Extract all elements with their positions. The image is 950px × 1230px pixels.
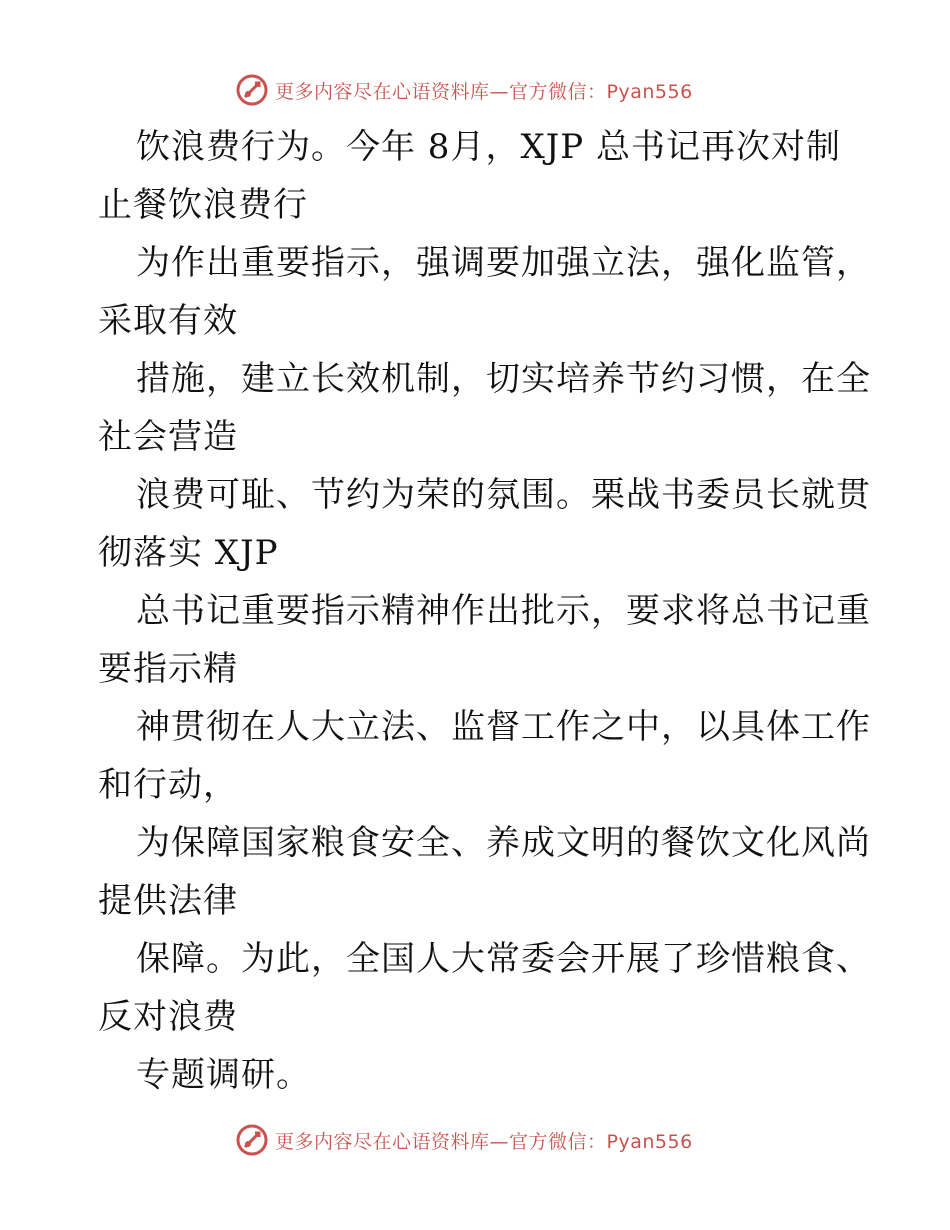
text-line: 专题调研。: [136, 1055, 311, 1095]
banner-text: [275, 77, 693, 104]
text-line: 止餐饮浪费行: [98, 185, 308, 225]
text-line: 措施，建立长效机制，切实培养节约习惯，在全: [136, 359, 871, 399]
header-banner: [235, 70, 693, 110]
text-line: 总书记重要指示精神作出批示，要求将总书记重: [136, 591, 871, 631]
text-line: 保障。为此，全国人大常委会开展了珍惜粮食、: [136, 939, 871, 979]
document-body: [98, 118, 871, 1104]
banner-slogan: 更多内容尽在心语资料库—官方微信：: [275, 80, 607, 103]
text-line: 社会营造: [98, 417, 238, 457]
text-line: 为作出重要指示，强调要加强立法，强化监管，: [136, 243, 871, 283]
banner-text: [275, 1127, 693, 1154]
text-line: 神贯彻在人大立法、监督工作之中，以具体工作: [136, 707, 871, 747]
text-line: 饮浪费行为。今年 8月，XJP 总书记再次对制: [136, 127, 841, 167]
banner-handle: Pyan556: [606, 1130, 693, 1153]
text-line: 反对浪费: [98, 997, 238, 1037]
text-line: 彻落实 XJP: [98, 533, 279, 573]
text-line: 为保障国家粮食安全、养成文明的餐饮文化风尚: [136, 823, 871, 863]
text-line: 要指示精: [98, 649, 238, 689]
banner-handle: Pyan556: [606, 80, 693, 103]
logo-icon: [235, 1123, 269, 1157]
text-line: 和行动，: [98, 765, 238, 805]
banner-slogan: 更多内容尽在心语资料库—官方微信：: [275, 1130, 607, 1153]
text-line: 采取有效: [98, 301, 238, 341]
text-line: 提供法律: [98, 881, 238, 921]
text-line: 浪费可耻、节约为荣的氛围。栗战书委员长就贯: [136, 475, 871, 515]
logo-icon: [235, 73, 269, 107]
footer-banner: [235, 1120, 693, 1160]
